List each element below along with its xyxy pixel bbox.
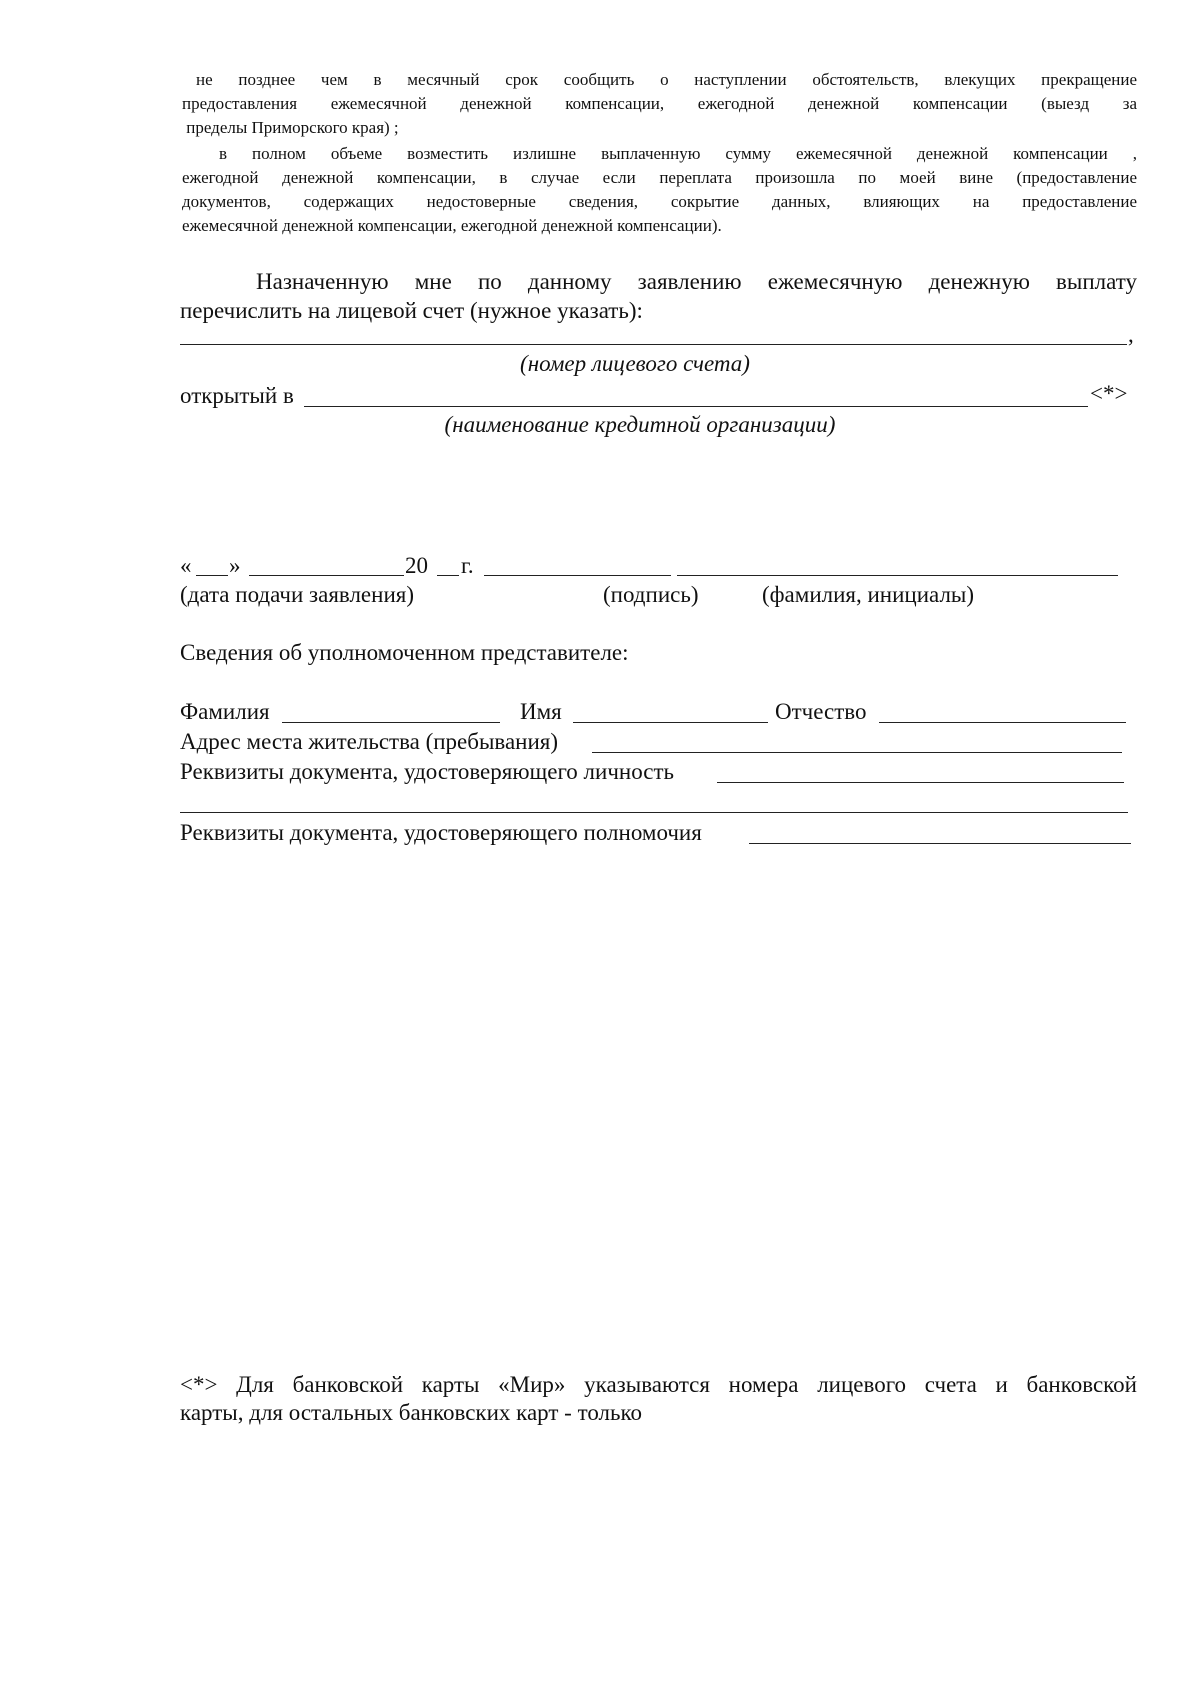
obligation-1-line-1: не позднее чем в месячный срок сообщить о наступлении обстоятельств, влекущих прекращение [196, 70, 1137, 89]
account-trailing-comma: , [1128, 322, 1134, 347]
obligation-1-line-2: предоставления ежемесячной денежной компенсации, ежегодной денежной компенсации (выезд за [182, 94, 1137, 113]
date-year-prefix: 20 [405, 553, 428, 578]
footnote-line-2: карты, для остальных банковских карт - только [180, 1400, 642, 1425]
account-number-field[interactable] [180, 344, 1127, 345]
date-caption: (дата подачи заявления) [180, 582, 414, 607]
full-name-field[interactable] [677, 575, 1118, 576]
surname-label: Фамилия [180, 699, 270, 724]
surname-field[interactable] [282, 722, 500, 723]
patronymic-label: Отчество [775, 699, 867, 724]
patronymic-field[interactable] [879, 722, 1126, 723]
id-document-field[interactable] [717, 782, 1124, 783]
opened-in-label: открытый в [180, 383, 294, 408]
obligation-1-line-3: пределы Приморского края) ; [182, 118, 399, 137]
payment-text-line-2: перечислить на лицевой счет (нужное указать): [180, 298, 643, 323]
representative-heading: Сведения об уполномоченном представителе: [180, 640, 629, 665]
footnote-line-1: <*> Для банковской карты «Мир» указываются номера лицевого счета и банковской [180, 1372, 1137, 1397]
account-number-caption: (номер лицевого счета) [520, 351, 750, 376]
obligation-2-line-3: документов, содержащих недостоверные сведения, сокрытие данных, влияющих на предоставление [182, 192, 1137, 211]
date-year-suffix: г. [461, 553, 474, 578]
date-month-field[interactable] [249, 575, 404, 576]
id-document-field-continued[interactable] [180, 812, 1128, 813]
first-name-field[interactable] [573, 722, 768, 723]
id-document-label: Реквизиты документа, удостоверяющего личность [180, 759, 675, 784]
signature-field[interactable] [484, 575, 671, 576]
payment-text-line-1: Назначенную мне по данному заявлению ежемесячную денежную выплату [256, 269, 1137, 294]
address-field[interactable] [592, 752, 1122, 753]
obligation-2-line-2: ежегодной денежной компенсации, в случае если переплата произошла по моей вине (предоставление [182, 168, 1137, 187]
authority-document-field[interactable] [749, 843, 1131, 844]
first-name-label: Имя [520, 699, 562, 724]
obligation-2-line-4: ежемесячной денежной компенсации, ежегодной денежной компенсации). [182, 216, 722, 235]
date-day-field[interactable] [196, 575, 228, 576]
date-quote-close: » [229, 553, 241, 578]
authority-document-label: Реквизиты документа, удостоверяющего полномочия [180, 820, 702, 845]
obligation-2-line-1: в полном объеме возместить излишне выплаченную сумму ежемесячной денежной компенсации , [219, 144, 1137, 163]
signature-caption: (подпись) [603, 582, 699, 607]
footnote-marker: <*> [1090, 381, 1128, 406]
date-year-field[interactable] [437, 575, 459, 576]
bank-name-caption: (наименование кредитной организации) [444, 412, 836, 437]
full-name-caption: (фамилия, инициалы) [762, 582, 975, 607]
bank-name-field[interactable] [304, 406, 1088, 407]
address-label: Адрес места жительства (пребывания) [180, 729, 559, 754]
date-quote-open: « [180, 553, 192, 578]
